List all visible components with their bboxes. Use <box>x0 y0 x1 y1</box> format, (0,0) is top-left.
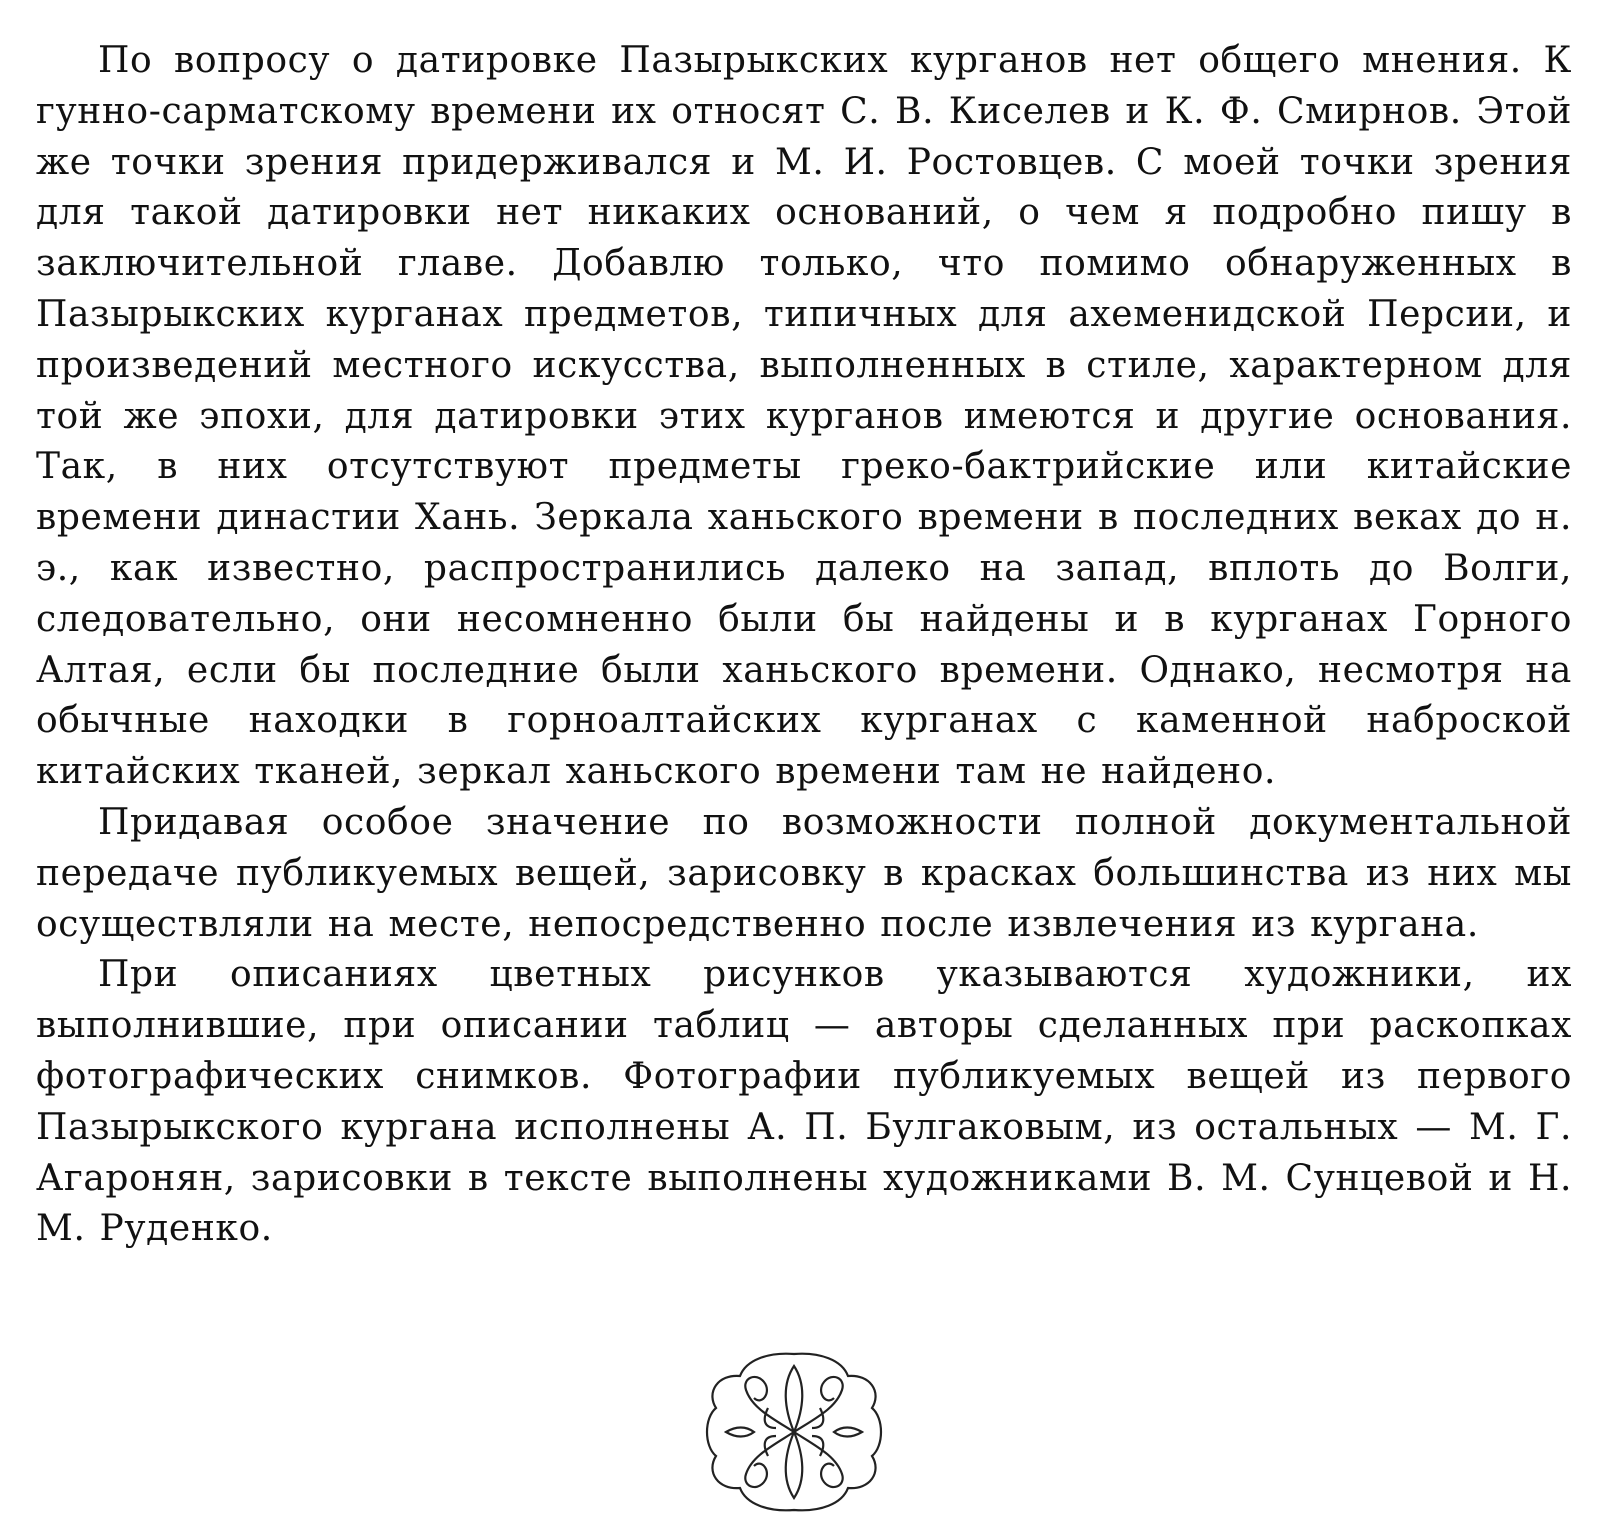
paragraph-credits: При описаниях цветных рисунков указываются художники, их выполнившие, при описании таблиц — авторы сделанных при раскопках фотографических снимков. Фотографии публикуемых вещей из первого Пазырыкского кургана исполнены А. П. Булгаковым, из остальных — М. Г. Агаронян, зарисовки в тексте выполнены художниками В. М. Сунцевой и Н. М. Руденко. <box>36 954 1572 1250</box>
endpiece-ornament-icon <box>702 1348 886 1516</box>
paragraph-documentation: Придавая особое значение по возможности полной документальной передаче публикуемых вещей, зарисовку в красках большинства из них мы осуществляли на месте, непосредственно после извлечения из кургана. <box>36 801 1572 945</box>
document-page <box>36 36 1572 1255</box>
paragraph-dating: По вопросу о датировке Пазырыкских курганов нет общего мнения. К гунно-сарматскому времени их относят С. В. Киселев и К. Ф. Смирнов. Этой же точки зрения придерживался и М. И. Ростовцев. С моей точки зрения для такой датировки нет никаких оснований, о чем я подробно пишу в заключительной главе. Добавлю только, что помимо обнаруженных в Пазырыкских курганах предметов, типичных для ахеменидской Персии, и произведений местного искусства, выполненных в стиле, характерном для той же эпохи, для датировки этих курганов имеются и другие основания. Так, в них отсутствуют предметы греко-бактрийские или китайские времени династии Хань. Зеркала ханьского времени в последних веках до н. э., как известно, распространились далеко на запад, вплоть до Волги, следовательно, они несомненно были бы найдены и в курганах Горного Алтая, если бы последние были ханьского времени. Однако, несмотря на обычные находки в горноалтайских курганах с каменной наброской китайских тканей, зеркал ханьского времени там не найдено. <box>36 40 1572 793</box>
